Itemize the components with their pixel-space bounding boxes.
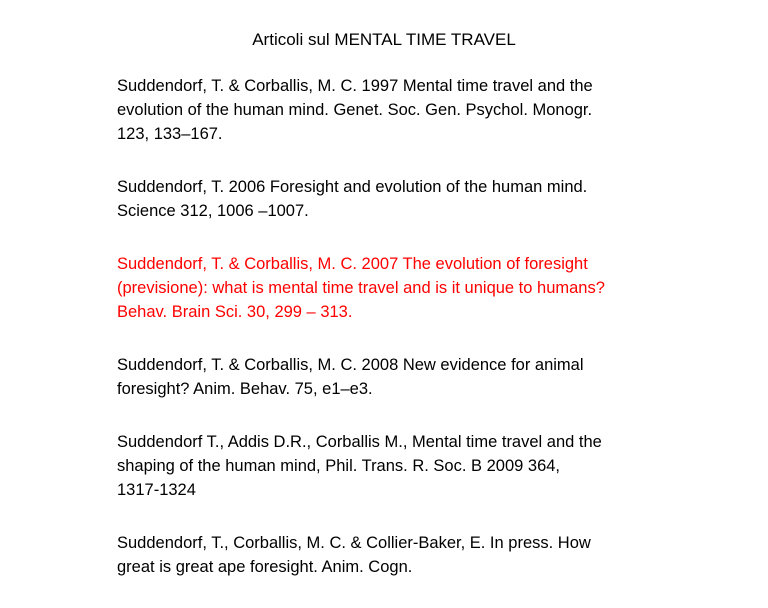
- reference-line: great is great ape foresight. Anim. Cogn.: [117, 558, 413, 576]
- reference-line: 123, 133–167.: [117, 125, 223, 143]
- reference-line: Suddendorf, T. & Corballis, M. C. 2007 The evolution of foresight: [117, 255, 588, 273]
- reference-item-6: [117, 531, 677, 579]
- reference-line: Suddendorf T., Addis D.R., Corballis M., Mental time travel and the: [117, 433, 602, 451]
- reference-item-3-highlighted: [117, 252, 677, 324]
- reference-line: Suddendorf, T. 2006 Foresight and evolution of the human mind.: [117, 178, 588, 196]
- reference-line: Behav. Brain Sci. 30, 299 – 313.: [117, 303, 353, 321]
- reference-line: Suddendorf, T. & Corballis, M. C. 1997 Mental time travel and the: [117, 77, 593, 95]
- reference-line: (previsione): what is mental time travel and is it unique to humans?: [117, 279, 605, 297]
- slide-title: Articoli sul MENTAL TIME TRAVEL: [252, 30, 516, 49]
- reference-item-4: [117, 353, 677, 401]
- reference-list: [117, 74, 677, 608]
- reference-line: Suddendorf, T., Corballis, M. C. & Collier-Baker, E. In press. How: [117, 534, 591, 552]
- reference-line: shaping of the human mind, Phil. Trans. R. Soc. B 2009 364,: [117, 457, 561, 475]
- reference-item-5: [117, 430, 677, 502]
- reference-item-2: [117, 175, 677, 223]
- reference-line: 1317-1324: [117, 481, 196, 499]
- reference-line: evolution of the human mind. Genet. Soc. Gen. Psychol. Monogr.: [117, 101, 593, 119]
- reference-line: Suddendorf, T. & Corballis, M. C. 2008 New evidence for animal: [117, 356, 584, 374]
- reference-item-1: [117, 74, 677, 146]
- reference-line: Science 312, 1006 –1007.: [117, 202, 309, 220]
- reference-line: foresight? Anim. Behav. 75, e1–e3.: [117, 380, 373, 398]
